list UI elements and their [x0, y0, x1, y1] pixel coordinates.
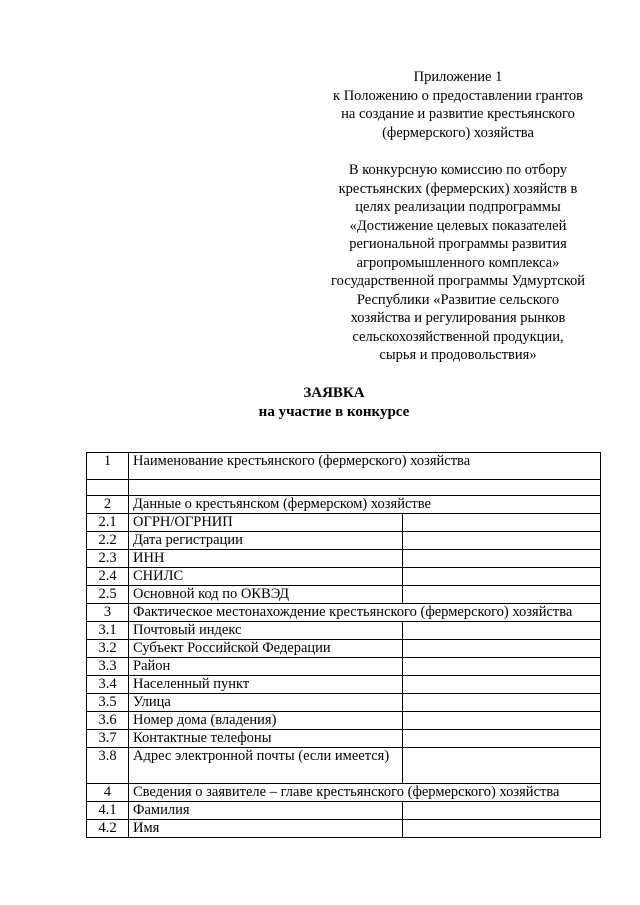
- row-number: 4.2: [87, 820, 129, 838]
- addressee-line: целях реализации подпрограммы: [355, 199, 561, 215]
- addressee-line: сырья и продовольствия»: [379, 347, 537, 363]
- row-label: Наименование крестьянского (фермерского) хозяйства: [129, 453, 601, 480]
- row-number: 3: [87, 604, 129, 622]
- row-label: Номер дома (владения): [129, 712, 403, 730]
- row-number: 3.5: [87, 694, 129, 712]
- value-cell[interactable]: [403, 820, 601, 838]
- value-cell[interactable]: [403, 658, 601, 676]
- row-label: Район: [129, 658, 403, 676]
- row-number: 3.4: [87, 676, 129, 694]
- row-number: 2.2: [87, 532, 129, 550]
- value-cell[interactable]: [403, 712, 601, 730]
- row-number: 3.8: [87, 748, 129, 784]
- addressee-line: хозяйства и регулирования рынков: [350, 310, 566, 326]
- row-number: 4: [87, 784, 129, 802]
- appendix-title: Приложение 1: [413, 69, 503, 85]
- document-subtitle: на участие в конкурсе: [258, 404, 410, 420]
- addressee-line: «Достижение целевых показателей: [349, 217, 567, 234]
- row-number: 2.4: [87, 568, 129, 586]
- row-number: 3.2: [87, 640, 129, 658]
- value-cell[interactable]: [403, 802, 601, 820]
- row-number: 3.3: [87, 658, 129, 676]
- value-cell[interactable]: [403, 748, 601, 784]
- addressee-line: государственной программы Удмуртской: [331, 273, 585, 289]
- row-label: Имя: [129, 820, 403, 838]
- application-heading: [0, 384, 640, 422]
- appendix-line: (фермерского) хозяйства: [382, 124, 534, 141]
- value-cell[interactable]: [403, 568, 601, 586]
- value-cell[interactable]: [403, 532, 601, 550]
- table-row: [87, 658, 601, 676]
- table-row: [87, 640, 601, 658]
- table-row: [87, 496, 601, 514]
- row-label: Контактные телефоны: [129, 730, 403, 748]
- value-cell[interactable]: [403, 514, 601, 532]
- row-label: Населенный пункт: [129, 676, 403, 694]
- addressee-line: агропромышленного комплекса»: [356, 254, 560, 271]
- row-label: Субъект Российской Федерации: [129, 640, 403, 658]
- row-number: 3.6: [87, 712, 129, 730]
- row-label: Улица: [129, 694, 403, 712]
- table-row: [87, 550, 601, 568]
- table-row: [87, 820, 601, 838]
- row-label: Сведения о заявителе – главе крестьянского (фермерского) хозяйства: [129, 784, 601, 802]
- addressee-line: крестьянских (фермерских) хозяйств в: [338, 180, 578, 197]
- row-number: 3.7: [87, 730, 129, 748]
- table-row: [87, 480, 601, 496]
- table-row: [87, 694, 601, 712]
- appendix-line: к Положению о предоставлении грантов: [333, 87, 583, 104]
- table-row: [87, 712, 601, 730]
- row-label: Основной код по ОКВЭД: [129, 586, 403, 604]
- document-title: ЗАЯВКА: [303, 385, 365, 401]
- row-number: [87, 480, 129, 496]
- row-number: 1: [87, 453, 129, 480]
- appendix-line: на создание и развитие крестьянского: [341, 106, 575, 122]
- value-cell[interactable]: [403, 676, 601, 694]
- row-number: 3.1: [87, 622, 129, 640]
- table-row: [87, 802, 601, 820]
- table-row: [87, 622, 601, 640]
- addressee-line: В конкурсную комиссию по отбору: [348, 162, 568, 178]
- appendix-block: [300, 68, 616, 365]
- table-row: [87, 604, 601, 622]
- table-row: [87, 532, 601, 550]
- addressee-line: региональной программы развития: [349, 236, 567, 252]
- table-row: [87, 586, 601, 604]
- row-number: 2.3: [87, 550, 129, 568]
- row-label: Дата регистрации: [129, 532, 403, 550]
- table-row: [87, 730, 601, 748]
- application-form-table: [86, 452, 601, 838]
- table-row: [87, 568, 601, 586]
- addressee-line: сельскохозяйственной продукции,: [352, 328, 564, 345]
- value-cell[interactable]: [403, 550, 601, 568]
- row-number: 2.1: [87, 514, 129, 532]
- row-number: 2.5: [87, 586, 129, 604]
- row-label: Фактическое местонахождение крестьянского (фермерского) хозяйства: [129, 604, 601, 622]
- name-value-field[interactable]: [129, 480, 601, 496]
- value-cell[interactable]: [403, 640, 601, 658]
- value-cell[interactable]: [403, 730, 601, 748]
- row-label: ОГРН/ОГРНИП: [129, 514, 403, 532]
- row-label: Фамилия: [129, 802, 403, 820]
- row-label: ИНН: [129, 550, 403, 568]
- row-number: 2: [87, 496, 129, 514]
- row-label: Почтовый индекс: [129, 622, 403, 640]
- row-label: СНИЛС: [129, 568, 403, 586]
- value-cell[interactable]: [403, 586, 601, 604]
- table-row: [87, 453, 601, 480]
- table-row: [87, 676, 601, 694]
- value-cell[interactable]: [403, 622, 601, 640]
- row-label: Данные о крестьянском (фермерском) хозяйстве: [129, 496, 601, 514]
- value-cell[interactable]: [403, 694, 601, 712]
- row-number: 4.1: [87, 802, 129, 820]
- table-row: [87, 514, 601, 532]
- row-label: Адрес электронной почты (если имеется): [129, 748, 403, 784]
- table-row: [87, 748, 601, 784]
- addressee-line: Республики «Развитие сельского: [356, 291, 560, 308]
- table-row: [87, 784, 601, 802]
